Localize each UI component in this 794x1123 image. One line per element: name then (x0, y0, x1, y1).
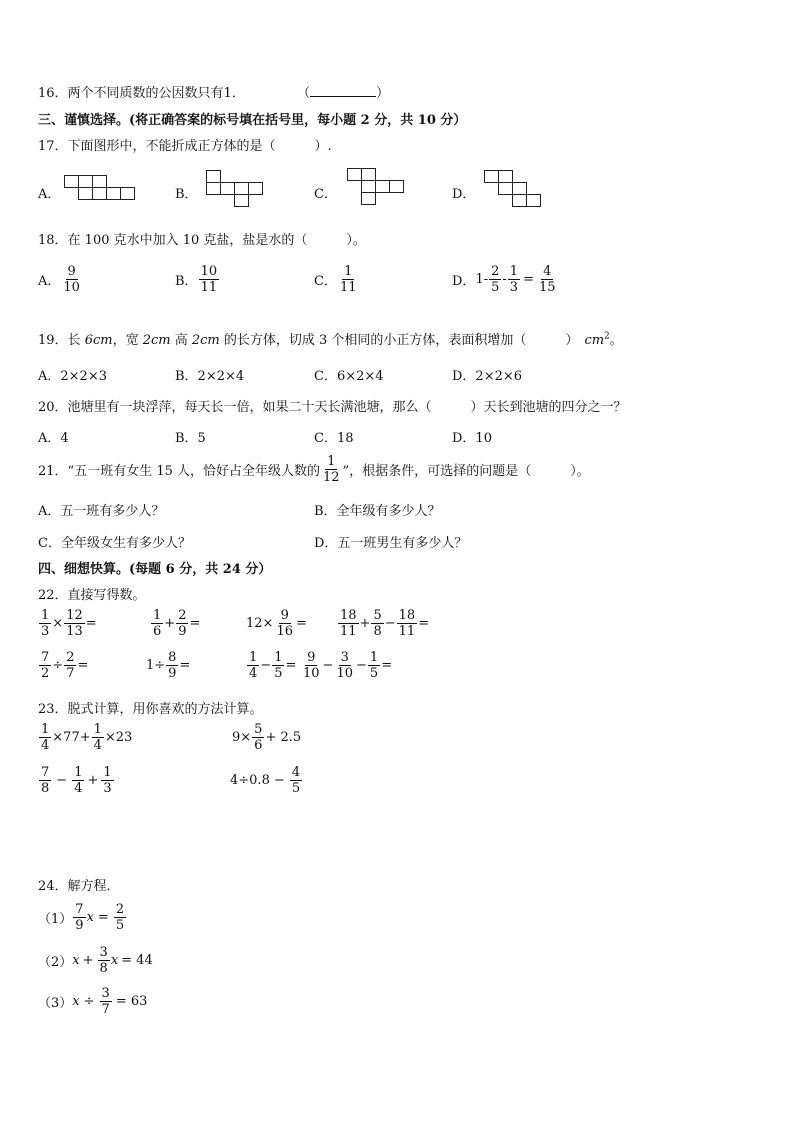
fraction: $\frac{1}{12}$ (323, 454, 340, 485)
fraction: $\frac{1}{11}$ (339, 264, 357, 295)
q20-option-b[interactable]: B．5 (175, 431, 206, 446)
fraction: $\frac{9}{10}$ (63, 264, 80, 295)
question-20-stem: 20．池塘里有一块浮萍，每天长一倍，如果二十天长满池塘，那么（ ）天长到池塘的四分之一？ (38, 400, 627, 415)
q19-option-a[interactable]: A．2×2×3 (38, 369, 107, 384)
q22-expr-7: $\frac{1}{4}$ − $\frac{1}{5}$ = (249, 650, 297, 681)
option-a-label: A． (38, 187, 61, 202)
q21-option-d[interactable]: D．五一班男生有多少人？ (314, 536, 468, 551)
q24-equation-3: （3） x ÷ $\frac{3}{7}$ = 63 (38, 986, 148, 1017)
option-b-label: B． (175, 187, 198, 202)
q18-option-d[interactable]: D． 1- $\frac{2}{5}$ - $\frac{1}{3}$ = $\frac{4}{15}$ (452, 264, 556, 295)
q19-option-b[interactable]: B．2×2×4 (175, 369, 245, 384)
answer-blank[interactable] (310, 84, 376, 97)
q20-option-d[interactable]: D．10 (452, 431, 492, 446)
q18-option-a[interactable]: A． $\frac{9}{10}$ (38, 264, 80, 295)
q24-equation-1: （1） $\frac{7}{9}$ x = $\frac{2}{5}$ (38, 902, 125, 933)
question-21-stem: 21．“五一班有女生 15 人，恰好占全年级人数的 $\frac{1}{12}$ ”，根据条件，可选择的问题是（ ）。 (38, 454, 590, 485)
section-3-title: 三、谨慎选择。(将正确答案的标号填在括号里，每小题 2 分，共 10 分） (38, 113, 467, 128)
option-c-label: C． (314, 187, 337, 202)
fraction: $\frac{10}{11}$ (200, 264, 218, 295)
q22-expr-8: $\frac{9}{10}$ − $\frac{3}{10}$ − $\frac{1}{5}$ = (303, 650, 393, 681)
section-4-title: 四、细想快算。(每题 6 分，共 24 分） (38, 562, 272, 577)
q19-option-c[interactable]: C．6×2×4 (314, 369, 384, 384)
question-16: 16．两个不同质数的公因数只有1． （ ） (38, 86, 390, 101)
q22-expr-1: $\frac{1}{3}$ × $\frac{12}{13}$ = (41, 608, 97, 639)
fraction: $\frac{4}{15}$ (538, 264, 556, 295)
q23-expr-3: $\frac{7}{8}$ − $\frac{1}{4}$ + $\frac{1}{3}$ (41, 765, 112, 796)
q18-option-c[interactable]: C． $\frac{1}{11}$ (314, 264, 357, 295)
question-18-stem: 18．在 100 克水中加入 10 克盐，盐是水的（ ）。 (38, 233, 366, 248)
q24-equation-2: （2） x + $\frac{3}{8}$ x = 44 (38, 945, 153, 976)
question-24-stem: 24．解方程． (38, 879, 120, 894)
q20-option-a[interactable]: A．4 (38, 431, 69, 446)
q19-option-d[interactable]: D．2×2×6 (452, 369, 523, 384)
q21-option-c[interactable]: C．全年级女生有多少人？ (38, 536, 191, 551)
question-16-text: 16．两个不同质数的公因数只有1． (38, 86, 245, 101)
q22-expr-6: 1÷ $\frac{8}{9}$ = (146, 650, 191, 681)
q22-expr-4: $\frac{18}{11}$ + $\frac{5}{8}$ − $\frac{18}{11}$ = (340, 608, 430, 639)
q21-option-b[interactable]: B．全年级有多少人？ (314, 504, 441, 519)
fraction: $\frac{1}{3}$ (509, 264, 519, 295)
q20-option-c[interactable]: C．18 (314, 431, 354, 446)
q22-expr-3: 12× $\frac{9}{16}$ = (246, 608, 307, 639)
q22-expr-5: $\frac{7}{2}$ ÷ $\frac{2}{7}$ = (41, 650, 89, 681)
option-d-label: D． (452, 187, 476, 202)
question-19-stem: 19．长 6cm，宽 2cm 高 2cm 的长方体，切成 3 个相同的小正方体，表面积增加（ ） $cm^2$。 (38, 331, 623, 348)
question-23-stem: 23．脱式计算，用你喜欢的方法计算。 (38, 702, 263, 717)
fraction: $\frac{2}{5}$ (491, 264, 500, 295)
q18-option-b[interactable]: B． $\frac{10}{11}$ (175, 264, 218, 295)
q23-expr-1: $\frac{1}{4}$ ×77+ $\frac{1}{4}$ ×23 (41, 722, 133, 753)
question-22-stem: 22．直接写得数。 (38, 588, 146, 603)
question-17-stem: 17．下面图形中，不能折成正方体的是（ ）. (38, 139, 332, 154)
q21-option-a[interactable]: A．五一班有多少人？ (38, 504, 165, 519)
q23-expr-2: 9× $\frac{5}{6}$ + 2.5 (232, 722, 302, 753)
q23-expr-4: 4÷0.8 − $\frac{4}{5}$ (230, 765, 301, 796)
q22-expr-2: $\frac{1}{6}$ + $\frac{2}{9}$ = (153, 608, 201, 639)
